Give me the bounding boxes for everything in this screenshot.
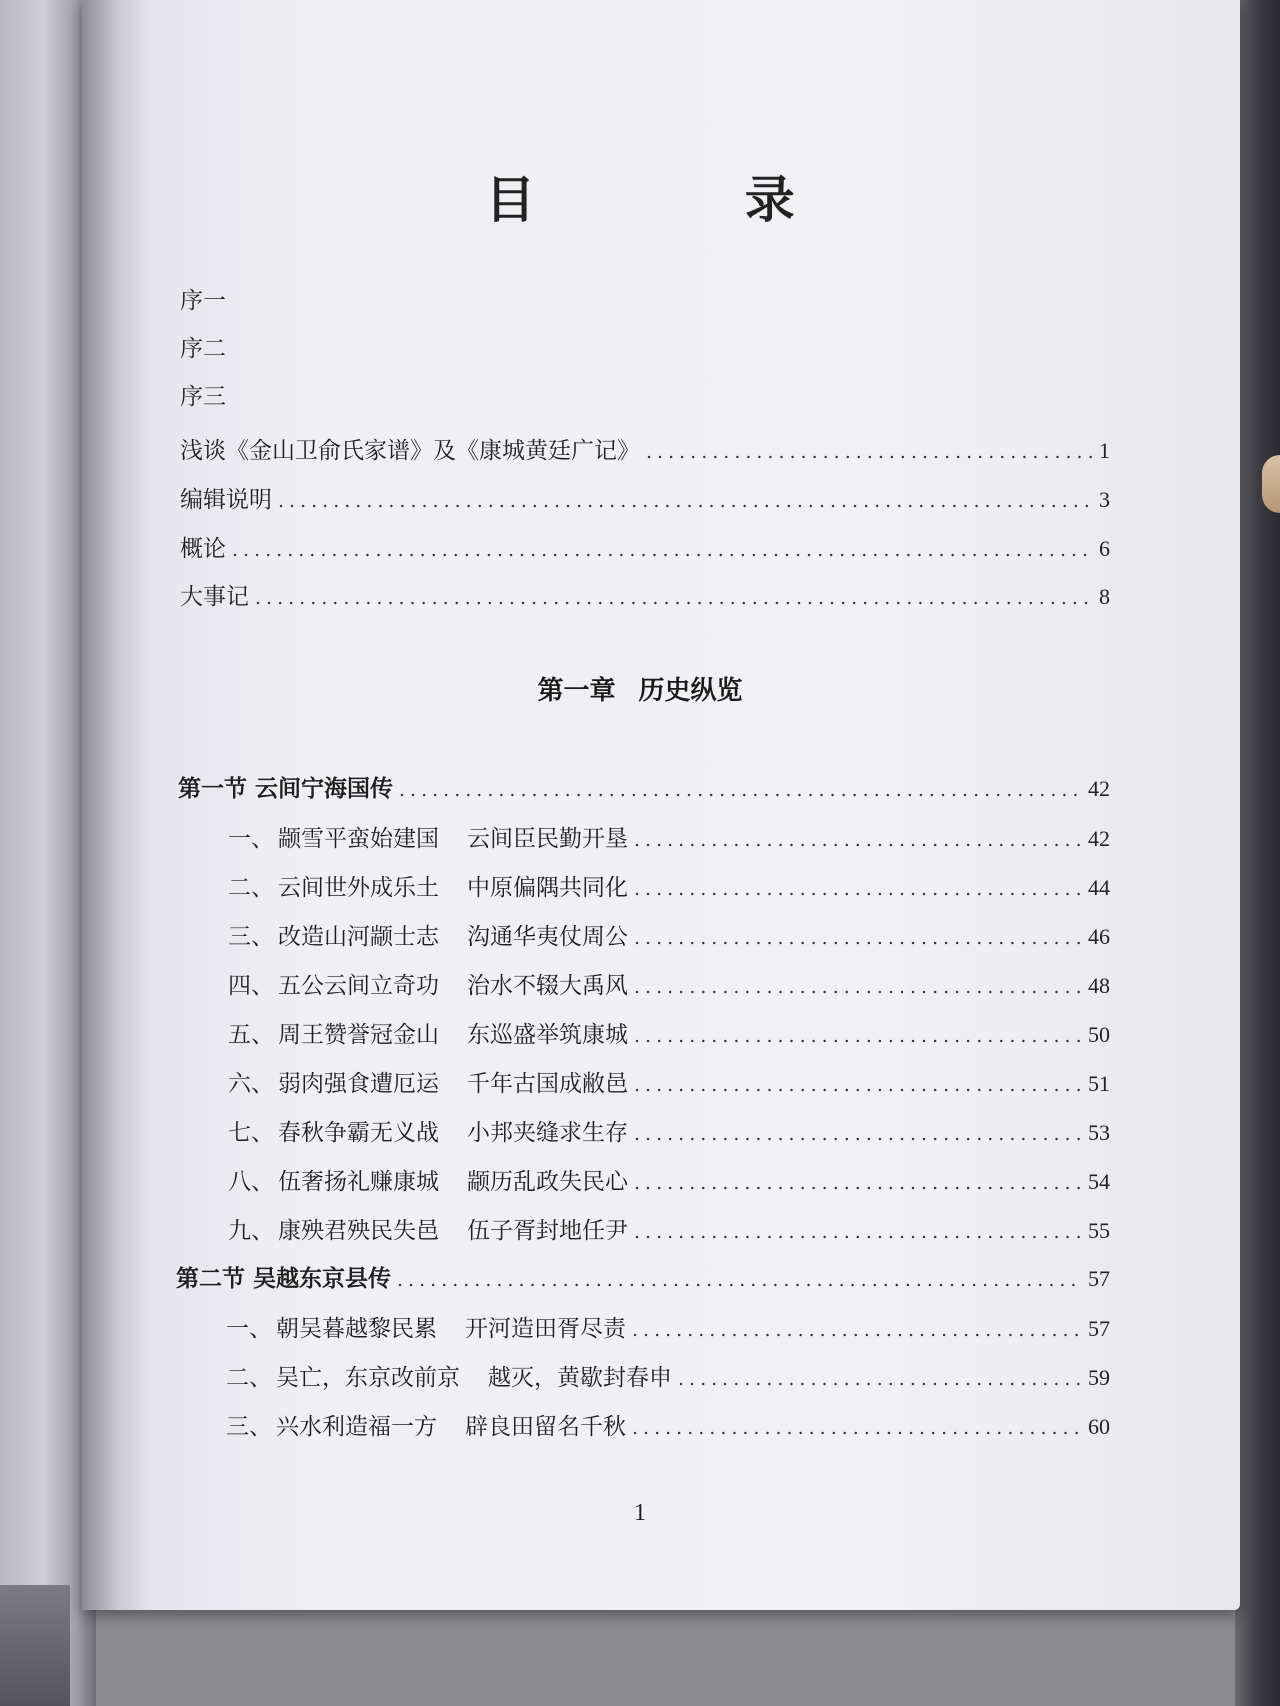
- toc-subentry-page: 57: [1088, 1316, 1110, 1341]
- toc-entry-label: 编辑说明: [180, 487, 272, 513]
- toc-section-label: 第一节 云间宁海国传: [178, 776, 394, 802]
- toc-entry-page: 6: [1099, 536, 1110, 561]
- toc-subentry-page: 50: [1088, 1022, 1110, 1047]
- toc-subentry: [226, 1310, 1110, 1343]
- toc-subentry: [228, 869, 1110, 902]
- toc-subentry-label: 二、 云间世外成乐土 中原偏隅共同化: [228, 875, 628, 901]
- toc-preface-2: 序二: [180, 336, 226, 362]
- page-gutter-shadow: [82, 0, 152, 1610]
- toc-subentry-label: 九、 康殃君殃民失邑 伍子胥封地任尹: [228, 1218, 628, 1244]
- toc-subentry: [228, 967, 1110, 1000]
- toc-subentry-page: 46: [1088, 924, 1110, 949]
- toc-entry: [180, 432, 1110, 465]
- toc-subentry-label: 七、 春秋争霸无义战 小邦夹缝求生存: [228, 1120, 628, 1146]
- toc-section-page: 57: [1088, 1266, 1110, 1291]
- leader-dots: [634, 1221, 1082, 1243]
- toc-subentry: [226, 1408, 1110, 1441]
- leader-dots: [634, 927, 1082, 949]
- toc-entry-label: 大事记: [180, 584, 249, 610]
- toc-subentry: [228, 1016, 1110, 1049]
- toc-entry-label: 概论: [180, 536, 226, 562]
- toc-entry-page: 1: [1099, 438, 1110, 463]
- leader-dots: [397, 1269, 1082, 1291]
- leader-dots: [634, 1123, 1082, 1145]
- toc-subentry: [228, 918, 1110, 951]
- toc-subentry-label: 六、 弱肉强食遭厄运 千年古国成敝邑: [228, 1071, 628, 1097]
- toc-entry-page: 8: [1099, 584, 1110, 609]
- toc-entry: [180, 530, 1110, 563]
- leader-dots: [634, 878, 1082, 900]
- toc-preface-3: 序三: [180, 384, 226, 410]
- toc-subentry: [228, 820, 1110, 853]
- toc-subentry-label: 三、 兴水利造福一方 辟良田留名千秋: [226, 1414, 626, 1440]
- toc-subentry-page: 53: [1088, 1120, 1110, 1145]
- leader-dots: [232, 539, 1093, 561]
- toc-subentry-page: 44: [1088, 875, 1110, 900]
- leader-dots: [634, 976, 1082, 998]
- toc-subentry-page: 59: [1088, 1365, 1110, 1390]
- toc-section-page: 42: [1088, 776, 1110, 801]
- toc-subentry-page: 54: [1088, 1169, 1110, 1194]
- toc-subentry-page: 42: [1088, 826, 1110, 851]
- leader-dots: [634, 1074, 1082, 1096]
- toc-subentry-page: 60: [1088, 1414, 1110, 1439]
- toc-subentry: [228, 1163, 1110, 1196]
- leader-dots: [632, 1319, 1082, 1341]
- toc-section-label: 第二节 吴越东京县传: [176, 1266, 392, 1292]
- leader-dots: [255, 587, 1093, 609]
- toc-subentry-label: 二、 吴亡，东京改前京 越灭，黄歇封春申: [226, 1365, 672, 1391]
- toc-subentry-page: 55: [1088, 1218, 1110, 1243]
- leader-dots: [399, 779, 1082, 801]
- toc-subentry: [228, 1065, 1110, 1098]
- toc-subentry: [228, 1114, 1110, 1147]
- background: [1235, 0, 1280, 1706]
- toc-subentry-label: 八、 伍奢扬礼赚康城 颛历乱政失民心: [228, 1169, 628, 1195]
- leader-dots: [632, 1417, 1082, 1439]
- leader-dots: [646, 441, 1093, 463]
- toc-subentry-page: 51: [1088, 1071, 1110, 1096]
- toc-subentry: [226, 1359, 1110, 1392]
- left-page-shadow: [0, 1585, 70, 1706]
- toc-subentry-label: 一、 朝吴暮越黎民累 开河造田胥尽责: [226, 1316, 626, 1342]
- toc-subentry: [228, 1212, 1110, 1245]
- toc-section: [176, 1260, 1110, 1293]
- leader-dots: [678, 1368, 1082, 1390]
- chapter-heading: 第一章 历史纵览: [537, 676, 743, 706]
- leader-dots: [634, 1025, 1082, 1047]
- toc-entry-page: 3: [1099, 487, 1110, 512]
- leader-dots: [634, 829, 1082, 851]
- toc-subentry-label: 五、 周王赞誉冠金山 东巡盛举筑康城: [228, 1022, 628, 1048]
- leader-dots: [278, 490, 1093, 512]
- finger: [1262, 455, 1280, 513]
- toc-entry: [180, 578, 1110, 611]
- toc-subentry-page: 48: [1088, 973, 1110, 998]
- toc-preface-1: 序一: [180, 288, 226, 314]
- toc-section: [178, 770, 1110, 803]
- toc-entry: [180, 481, 1110, 514]
- leader-dots: [634, 1172, 1082, 1194]
- toc-subentry-label: 四、 五公云间立奇功 治水不辍大禹风: [228, 973, 628, 999]
- toc-subentry-label: 三、 改造山河颛士志 沟通华夷仗周公: [228, 924, 628, 950]
- toc-entry-label: 浅谈《金山卫俞氏家谱》及《康城黄廷广记》: [180, 438, 640, 464]
- toc-subentry-label: 一、 颛雪平蛮始建国 云间臣民勤开垦: [228, 826, 628, 852]
- page-number: 1: [634, 1500, 646, 1526]
- toc-title: 目 录: [485, 171, 891, 229]
